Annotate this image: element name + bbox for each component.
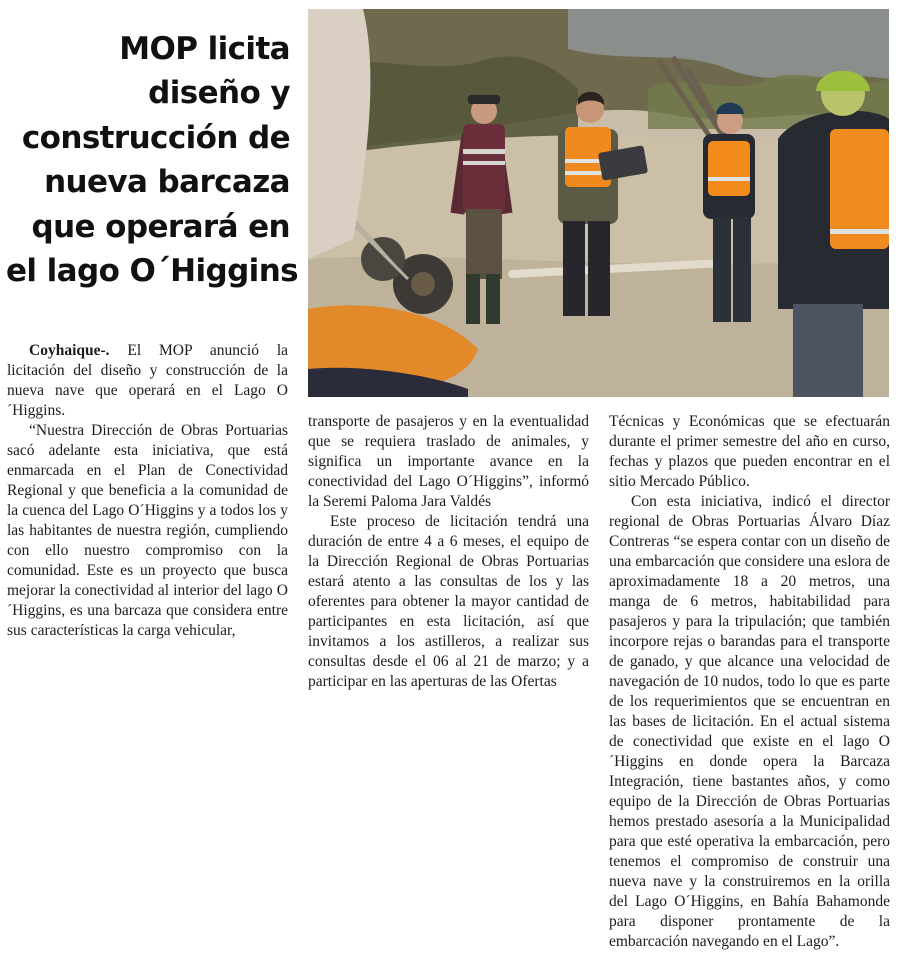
headline-line: el lago O´Higgins (6, 253, 299, 290)
paragraph: “Nuestra Dirección de Obras Portuarias sacó adelante esta iniciativa, que está enmarcada en el Plan de Conectividad Regional y que beneficia a la comunidad de la cuenca del Lago O´Higgins y a todos los y las habitantes de nuestra región, cumpliendo con ello nuestro compromiso con la comunidad. Este es un proyecto que busca mejorar la conectividad al interior del lago O´Higgins, es una barcaza que considera entre sus características la carga vehicular, (7, 422, 288, 639)
headline-line: MOP licita (119, 30, 290, 67)
paragraph: Técnicas y Económicas que se efectuarán durante el primer semestre del año en curso, fechas y plazos que pueden encontrar en el sitio Mercado Público. (609, 413, 890, 490)
news-photo-illustration (308, 9, 889, 397)
article-column-3 (609, 412, 890, 952)
paragraph: Con esta iniciativa, indicó el director regional de Obras Portuarias Álvaro Díaz Contreras “se espera contar con un diseño de una embarcación que considere una eslora de aproximadamente 18 a 20 metros, una manga de 6 metros, habitabilidad para pasajeros y para la tripulación; que también incorpore rejas o barandas para el transporte de ganado, y que alcance una velocidad de navegación de 10 nudos, todo lo que es parte de los requerimientos que se encuentran en las bases de licitación. En el actual sistema de conectividad que existe en el lago O´Higgins en donde opera la Barcaza Integración, tiene bastantes años, y como equipo de la Dirección de Obras Portuarias hemos prestado asesoría a la Municipalidad para que esté operativa la embarcación, pero tenemos el compromiso de construir una nueva nave y la construiremos en la orilla del Lago O´Higgins, en Bahía Bahamonde para disponer prontamente de la embarcación navegando en el Lago”. (609, 493, 890, 950)
news-photo (308, 9, 889, 397)
headline (6, 27, 299, 294)
headline-line: construcción de (21, 119, 290, 156)
article-column-2 (308, 412, 589, 692)
dateline: Coyhaique-. (29, 342, 110, 359)
headline-line: que operará en (31, 208, 290, 245)
headline-line: nueva barcaza (44, 164, 290, 201)
paragraph-text: El MOP anunció la licitación del diseño y construcción de la nueva nave que operará en el Lago O´Higgins. (7, 342, 288, 419)
article-column-1 (7, 341, 288, 641)
paragraph: transporte de pasajeros y en la eventualidad que se requiera traslado de animales, y significa un importante avance en la conectividad del Lago O´Higgins”, informó la Seremi Paloma Jara Valdés (308, 413, 589, 510)
paragraph (7, 341, 288, 421)
paragraph: Este proceso de licitación tendrá una duración de entre 4 a 6 meses, el equipo de la Dirección Regional de Obras Portuarias estará atento a las consultas de los y las oferentes para obtener la mayor cantidad de participantes en esta licitación, así que invitamos a los astilleros, a realizar sus consultas desde el 06 al 21 de marzo; y a participar en las aperturas de las Ofertas (308, 513, 589, 690)
headline-line: diseño y (148, 75, 290, 112)
